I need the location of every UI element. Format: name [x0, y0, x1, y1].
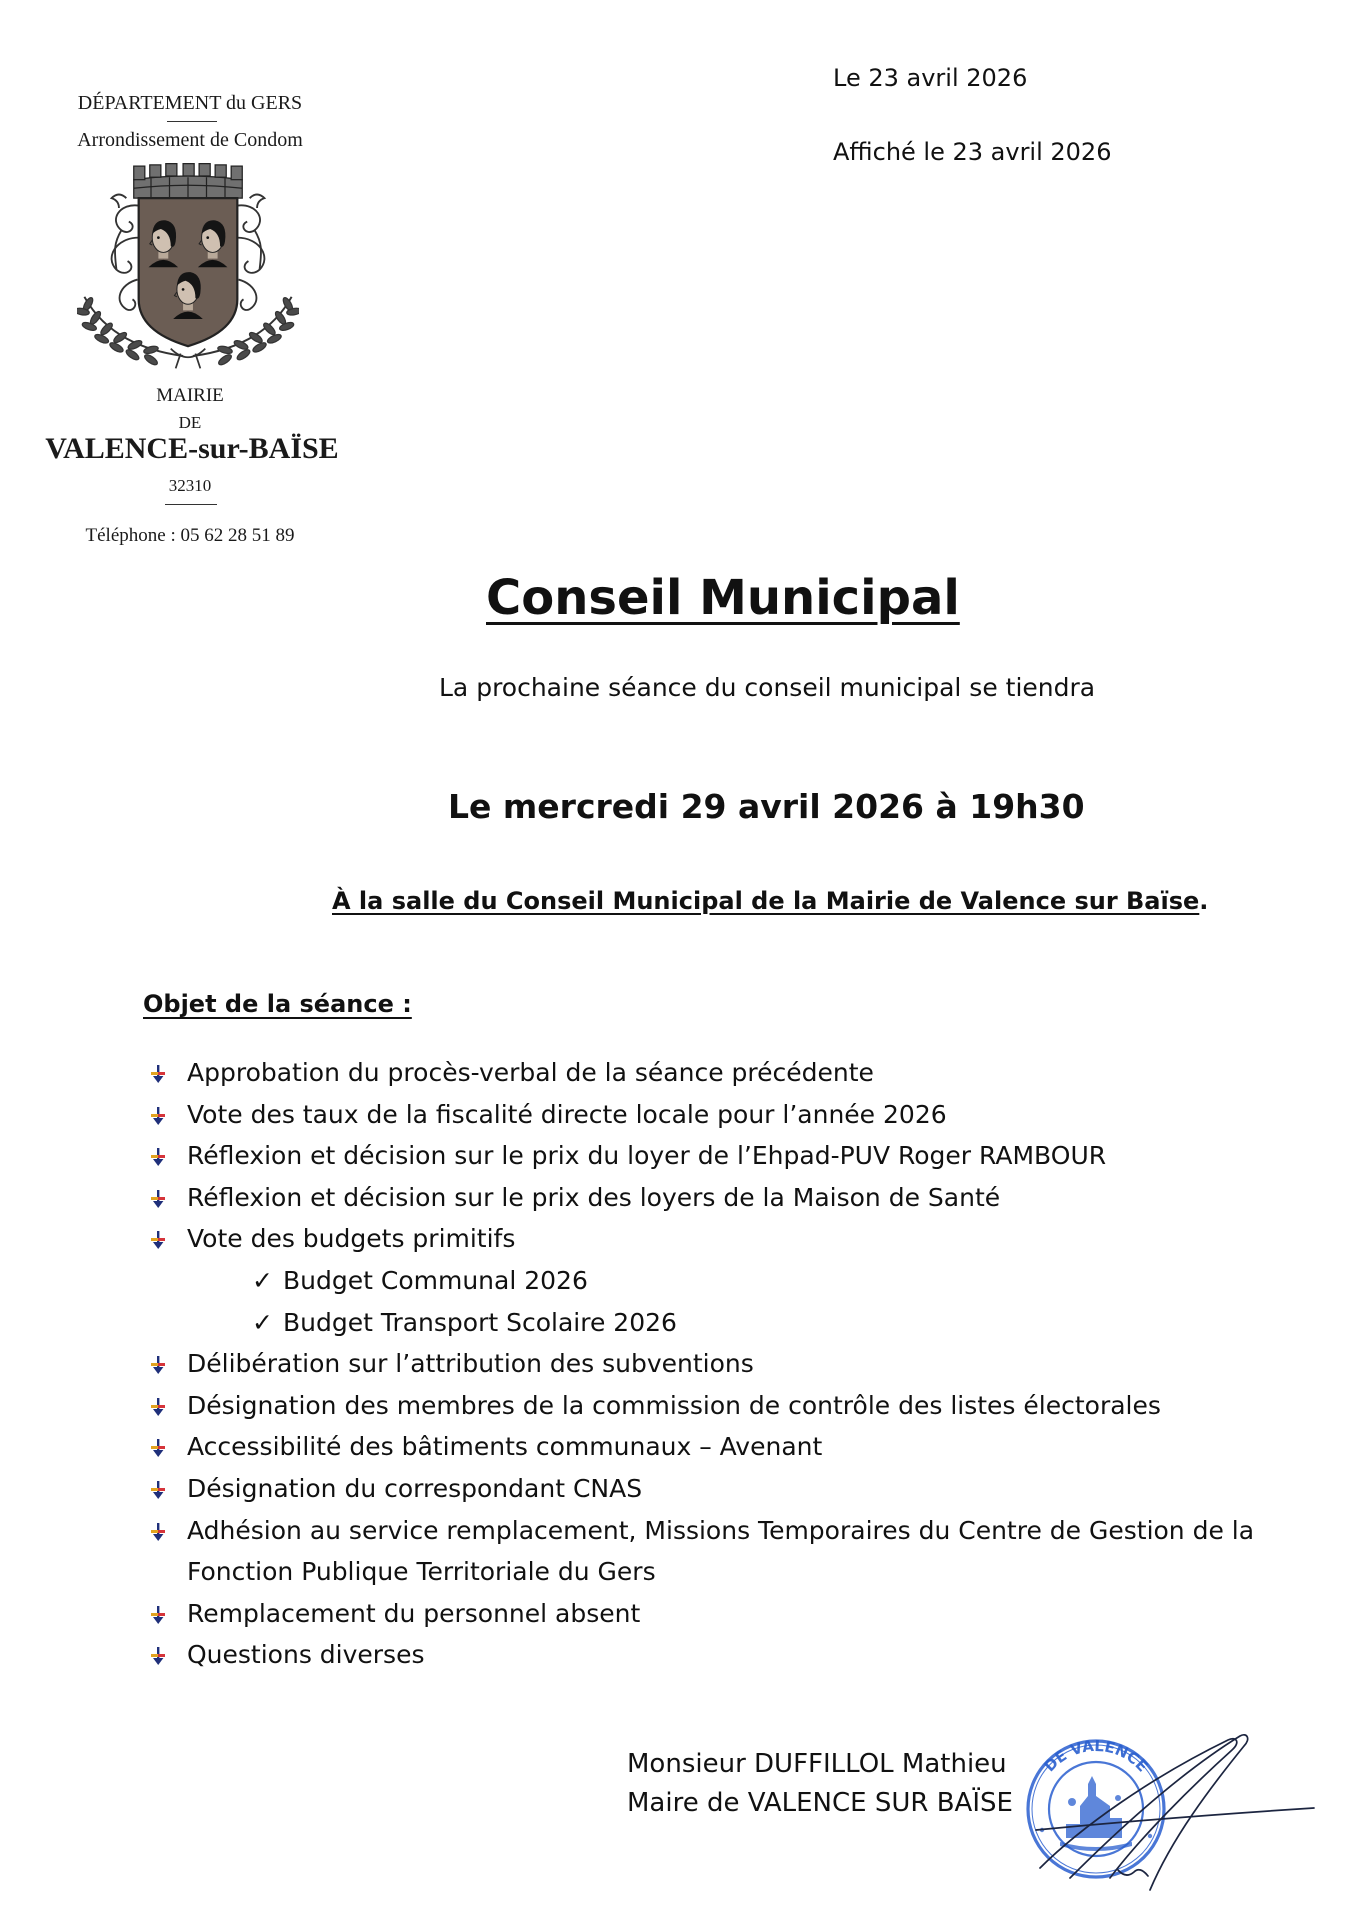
agenda-item-text: Délibération sur l’attribution des subventions — [187, 1349, 754, 1379]
mairie-label: MAIRIE — [156, 385, 224, 406]
agenda-subitem — [0, 1302, 1317, 1344]
department-label: DÉPARTEMENT du GERS — [77, 92, 303, 114]
telephone: Téléphone : 05 62 28 51 89 — [85, 525, 295, 546]
agenda-heading: Objet de la séance : — [143, 990, 412, 1018]
arrow-bullet-icon — [150, 1480, 166, 1500]
arrow-bullet-icon — [150, 1230, 166, 1250]
intro-text: La prochaine séance du conseil municipal se tiendra — [439, 673, 1096, 702]
agenda-subitem-text: Budget Communal 2026 — [283, 1265, 588, 1295]
agenda-item-text: Questions diverses — [187, 1640, 425, 1670]
agenda-item — [0, 1135, 1317, 1177]
signatory-name: Monsieur DUFFILLOL Mathieu — [627, 1749, 1007, 1779]
arrow-bullet-icon — [150, 1438, 166, 1458]
agenda-item — [0, 1218, 1317, 1260]
agenda-item — [0, 1343, 1317, 1385]
arrow-bullet-icon — [150, 1064, 166, 1084]
document-date: Le 23 avril 2026 — [833, 64, 1028, 92]
arrondissement-label: Arrondissement de Condom — [77, 129, 303, 151]
commune-name: VALENCE-sur-BAÏSE — [45, 432, 339, 465]
agenda-item-text: Remplacement du personnel absent — [187, 1598, 641, 1628]
agenda-item-text: Désignation du correspondant CNAS — [187, 1473, 643, 1503]
mairie-stamp — [1000, 1718, 1340, 1918]
agenda-item-text: Vote des budgets primitifs — [187, 1224, 516, 1254]
meeting-venue — [332, 886, 1208, 916]
agenda-item — [0, 1052, 1317, 1094]
postcode-divider — [165, 504, 217, 505]
check-icon: ✓ — [252, 1265, 273, 1295]
mural-crown — [134, 164, 243, 199]
arrow-bullet-icon — [150, 1397, 166, 1417]
agenda-item-text: Réflexion et décision sur le prix du loyer de l’Ehpad-PUV Roger RAMBOUR — [187, 1141, 1107, 1171]
meeting-datetime: Le mercredi 29 avril 2026 à 19h30 — [448, 787, 1085, 826]
venue-period: . — [1199, 887, 1209, 915]
agenda-item — [0, 1634, 1317, 1676]
agenda-item-text: Accessibilité des bâtiments communaux – Avenant — [187, 1432, 823, 1462]
agenda-list — [0, 1052, 1361, 1676]
header-divider — [167, 121, 217, 122]
arrow-bullet-icon — [150, 1646, 166, 1666]
arrow-bullet-icon — [150, 1189, 166, 1209]
venue-text: À la salle du Conseil Municipal de la Mairie de Valence sur Baïse — [332, 887, 1200, 915]
ribbon-knot — [171, 349, 206, 369]
agenda-item — [0, 1468, 1317, 1510]
agenda-item-text: Désignation des membres de la commission de contrôle des listes électorales — [187, 1390, 1161, 1420]
arrow-bullet-icon — [150, 1147, 166, 1167]
agenda-subitem — [0, 1260, 1317, 1302]
arrow-bullet-icon — [150, 1605, 166, 1625]
agenda-subitem-text: Budget Transport Scolaire 2026 — [283, 1307, 677, 1337]
de-label: DE — [178, 413, 202, 432]
stamp-lettering: DE VALENCE — [1040, 1736, 1152, 1776]
agenda-item-text: Vote des taux de la fiscalité directe locale pour l’année 2026 — [187, 1099, 947, 1129]
agenda-item-text: Réflexion et décision sur le prix des loyers de la Maison de Santé — [187, 1182, 1001, 1212]
arrow-bullet-icon — [150, 1522, 166, 1542]
check-icon: ✓ — [252, 1307, 273, 1337]
posted-date: Affiché le 23 avril 2026 — [833, 138, 1112, 166]
postcode: 32310 — [168, 476, 212, 495]
agenda-item-text: Approbation du procès-verbal de la séance précédente — [187, 1058, 874, 1087]
signatory-role: Maire de VALENCE SUR BAÏSE — [627, 1788, 1013, 1818]
signatory-block — [627, 1745, 1013, 1823]
stamp-emblem — [1040, 1776, 1152, 1851]
page-title: Conseil Municipal — [486, 570, 960, 626]
agenda-item-text: Adhésion au service remplacement, Missions Temporaires du Centre de Gestion de la Fonction Publique Territoriale du Gers — [187, 1515, 1255, 1587]
coat-of-arms-icon — [77, 161, 299, 371]
agenda-item — [0, 1385, 1317, 1427]
scroll-ornament-left — [112, 194, 139, 310]
arrow-bullet-icon — [150, 1106, 166, 1126]
agenda-item — [0, 1426, 1317, 1468]
agenda-item — [0, 1094, 1317, 1136]
agenda-item — [0, 1593, 1317, 1635]
svg-text:DE VALENCE — [1041, 1737, 1152, 1776]
agenda-item — [0, 1177, 1317, 1219]
scroll-ornament-right — [237, 194, 264, 310]
agenda-item — [0, 1510, 1317, 1593]
arrow-bullet-icon — [150, 1355, 166, 1375]
